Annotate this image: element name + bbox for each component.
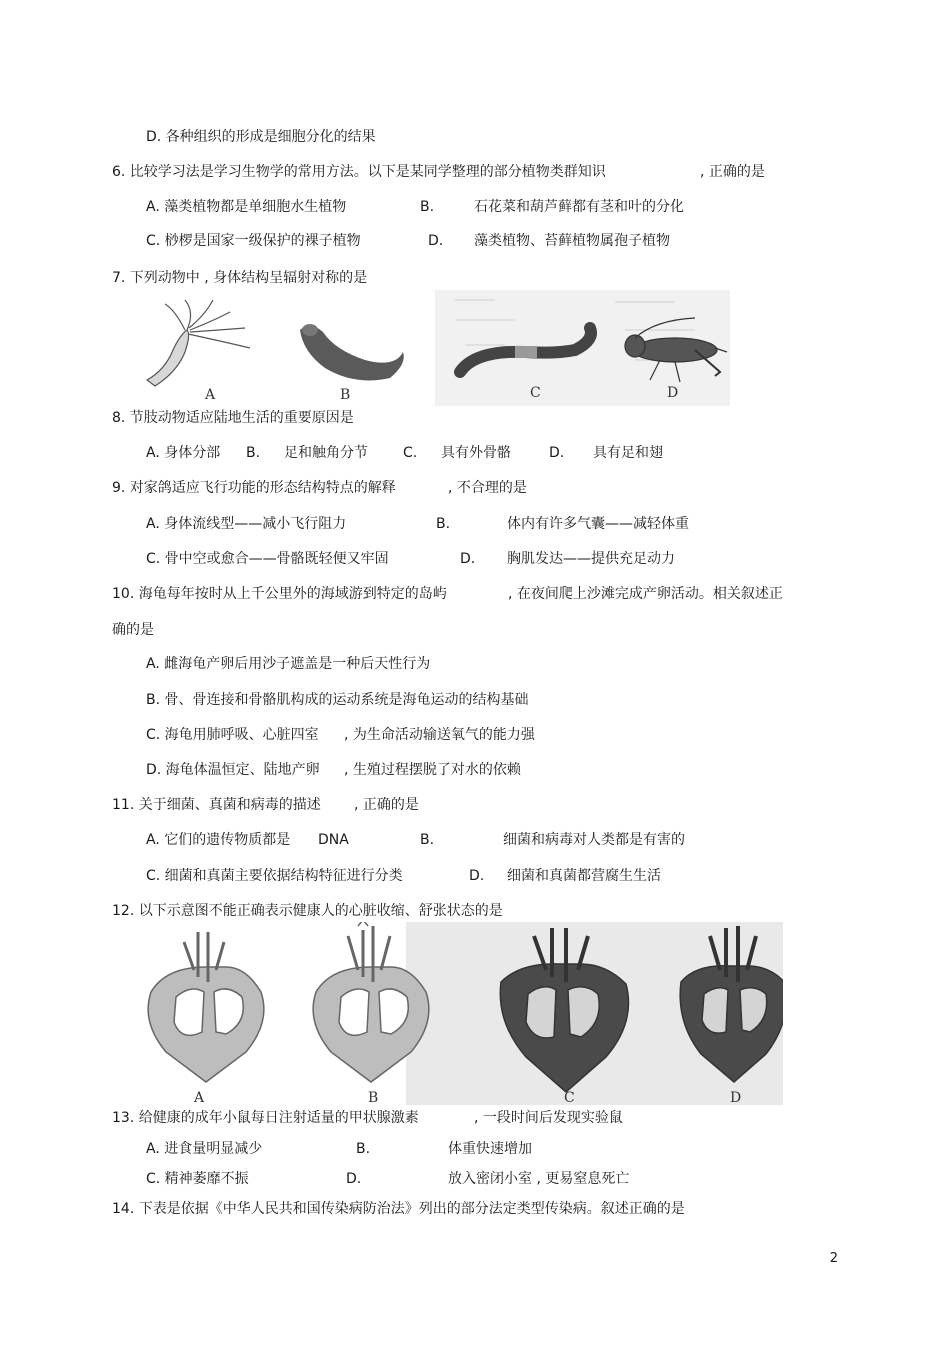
hydra-image	[147, 300, 250, 386]
q11-option-a: A. 它们的遗传物质都是	[146, 832, 291, 848]
q11-option-c: C. 细菌和真菌主要依据结构特征进行分类	[146, 868, 403, 884]
q9-stem-tail: , 不合理的是	[448, 480, 527, 496]
q8-option-d: 具有足和翅	[593, 445, 663, 461]
q10-stem-end: 确的是	[112, 622, 154, 638]
q6-stem-tail: , 正确的是	[700, 164, 765, 180]
q11-option-d: 细菌和真菌都营腐生生活	[507, 868, 661, 884]
q7-stem: 7. 下列动物中 , 身体结构呈辐射对称的是	[112, 270, 368, 286]
q9-option-a: A. 身体流线型——减小飞行阻力	[146, 516, 347, 532]
q8-option-a: A. 身体分部	[146, 445, 221, 461]
q6-option-c: C. 桫椤是国家一级保护的裸子植物	[146, 233, 361, 249]
q8-option-c-letter: C.	[403, 445, 418, 461]
q13-option-d-letter: D.	[346, 1171, 362, 1187]
q10-option-b: B. 骨、骨连接和骨骼肌构成的运动系统是海龟运动的结构基础	[146, 692, 529, 708]
q10-option-c-tail: , 为生命活动输送氧气的能力强	[344, 727, 535, 743]
q6-stem: 6. 比较学习法是学习生物学的常用方法。以下是某同学整理的部分植物类群知识	[112, 164, 606, 180]
q13-option-d: 放入密闭小室 , 更易窒息死亡	[448, 1171, 630, 1187]
q12-stem: 12. 以下示意图不能正确表示健康人的心脏收缩、舒张状态的是	[112, 903, 503, 919]
q11-stem-tail: , 正确的是	[354, 797, 419, 813]
q6-option-b-letter: B.	[420, 199, 435, 215]
q8-option-b: 足和触角分节	[284, 445, 368, 461]
planarian-image	[300, 324, 404, 380]
q12-label-c: C	[564, 1090, 575, 1105]
q10-option-a: A. 雌海龟产卵后用沙子遮盖是一种后天性行为	[146, 656, 431, 672]
q11-option-a-dna: DNA	[318, 832, 349, 848]
q7-animals-figure	[135, 290, 730, 406]
q12-label-a: A	[194, 1090, 205, 1105]
q10-stem: 10. 海龟每年按时从上千公里外的海域游到特定的岛屿	[112, 586, 447, 602]
q7-label-b: B	[340, 387, 351, 403]
q9-stem: 9. 对家鸽适应飞行功能的形态结构特点的解释	[112, 480, 396, 496]
q7-label-c: C	[530, 385, 541, 401]
q11-option-b: 细菌和病毒对人类都是有害的	[503, 832, 685, 848]
q8-stem: 8. 节肢动物适应陆地生活的重要原因是	[112, 410, 354, 426]
q11-option-b-letter: B.	[420, 832, 435, 848]
page-number: 2	[829, 1251, 838, 1266]
q9-option-d-letter: D.	[460, 551, 476, 567]
q11-option-d-letter: D.	[469, 868, 485, 884]
q6-option-d: 藻类植物、苔藓植物属孢子植物	[474, 233, 670, 249]
q13-option-b: 体重快速增加	[448, 1141, 532, 1157]
q10-option-d-tail: , 生殖过程摆脱了对水的依赖	[344, 762, 521, 778]
q6-option-a: A. 藻类植物都是单细胞水生植物	[146, 199, 347, 215]
q12-label-b: B	[368, 1090, 379, 1105]
q7-label-a: A	[205, 387, 216, 403]
q9-option-d: 胸肌发达——提供充足动力	[507, 551, 675, 567]
q14-stem: 14. 下表是依据《中华人民共和国传染病防治法》列出的部分法定类型传染病。叙述正确的是	[112, 1201, 685, 1217]
q12-label-d: D	[730, 1090, 742, 1105]
q8-option-b-letter: B.	[246, 445, 261, 461]
q11-stem: 11. 关于细菌、真菌和病毒的描述	[112, 797, 321, 813]
q10-option-c: C. 海龟用肺呼吸、心脏四室	[146, 727, 319, 743]
q9-option-c: C. 骨中空或愈合——骨骼既轻便又牢固	[146, 551, 389, 567]
q7-label-d: D	[667, 385, 679, 401]
q10-option-d: D. 海龟体温恒定、陆地产卵	[146, 762, 320, 778]
q13-stem: 13. 给健康的成年小鼠每日注射适量的甲状腺激素	[112, 1110, 419, 1126]
q13-option-b-letter: B.	[356, 1141, 371, 1157]
q8-option-c: 具有外骨骼	[441, 445, 511, 461]
q5-option-d: D. 各种组织的形成是细胞分化的结果	[146, 129, 376, 145]
q12-hearts-figure	[136, 922, 783, 1105]
q13-option-c: C. 精神萎靡不振	[146, 1171, 249, 1187]
q13-option-a: A. 进食量明显减少	[146, 1141, 263, 1157]
q6-option-b: 石花菜和葫芦藓都有茎和叶的分化	[474, 199, 684, 215]
q9-option-b-letter: B.	[436, 516, 451, 532]
q8-option-d-letter: D.	[549, 445, 565, 461]
q10-stem-tail: , 在夜间爬上沙滩完成产卵活动。相关叙述正	[508, 586, 783, 602]
q9-option-b: 体内有许多气囊——减轻体重	[507, 516, 689, 532]
q13-stem-tail: , 一段时间后发现实验鼠	[474, 1110, 623, 1126]
q6-option-d-letter: D.	[428, 233, 444, 249]
